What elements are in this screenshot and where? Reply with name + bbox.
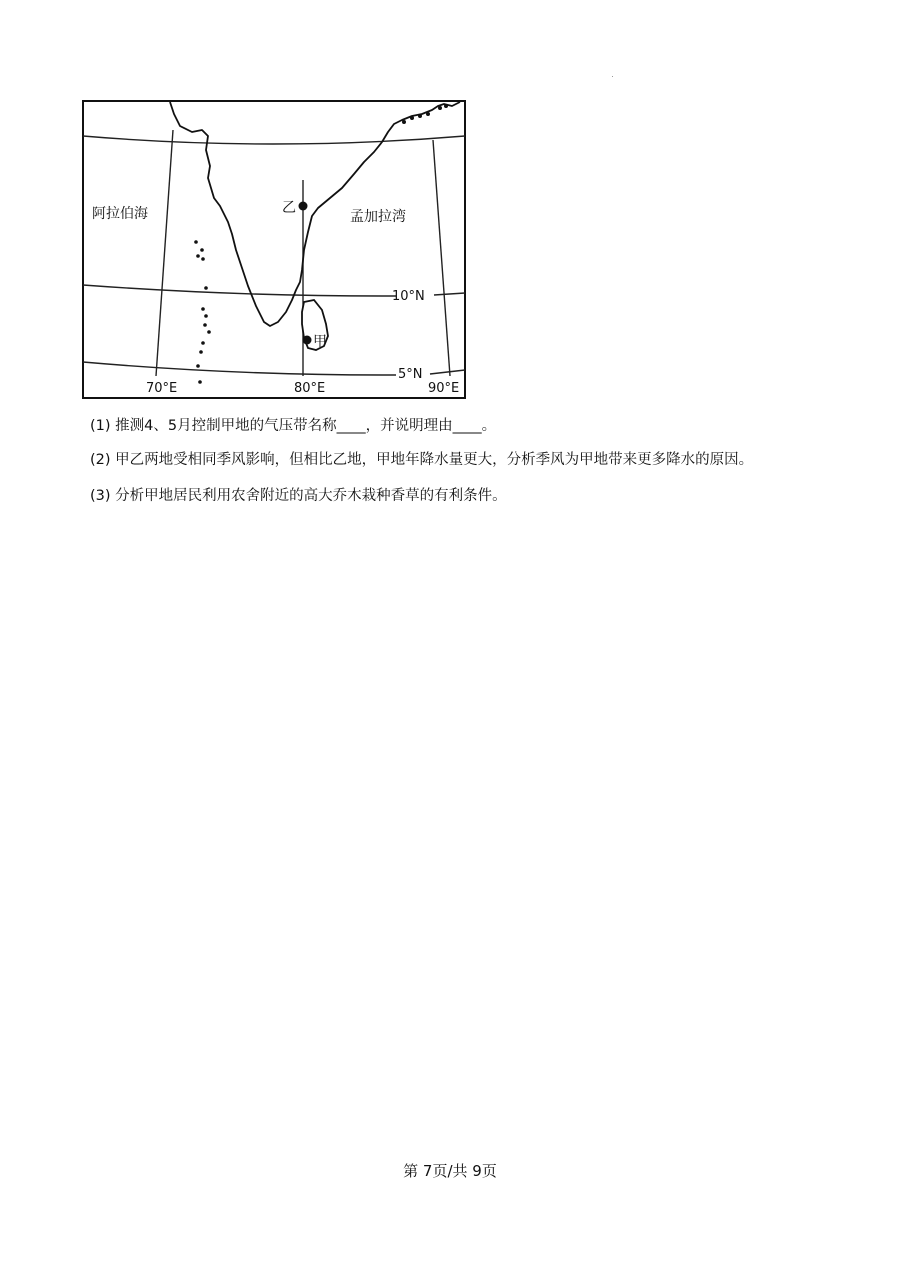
- place-yi-marker: [299, 202, 308, 211]
- scan-speck: [612, 76, 613, 77]
- lat-10n-label: 10°N: [392, 289, 425, 304]
- lon-90e-label: 90°E: [428, 381, 460, 396]
- place-jia-label: 甲: [313, 334, 327, 350]
- map-frame: [83, 101, 465, 398]
- arabian-sea-label: 阿拉伯海: [92, 206, 148, 222]
- lon-70e-label: 70°E: [146, 381, 178, 396]
- place-jia-marker: [303, 336, 312, 345]
- map-svg: [82, 100, 466, 400]
- lat-5n-label: 5°N: [398, 367, 423, 382]
- place-yi-label: 乙: [282, 200, 296, 216]
- page-footer: 第 7页/共 9页: [403, 1162, 497, 1180]
- bay-of-bengal-label: 孟加拉湾: [350, 209, 406, 225]
- south-asia-map: [82, 100, 466, 400]
- question-2: (2) 甲乙两地受相同季风影响，但相比乙地，甲地年降水量更大，分析季风为甲地带来更多降水的原因。: [90, 452, 754, 468]
- question-3: (3) 分析甲地居民利用农舍附近的高大乔木栽种香草的有利条件。: [90, 488, 507, 504]
- question-1: (1) 推测4、5月控制甲地的气压带名称____，并说明理由____。: [90, 418, 497, 434]
- lon-80e-label: 80°E: [294, 381, 326, 396]
